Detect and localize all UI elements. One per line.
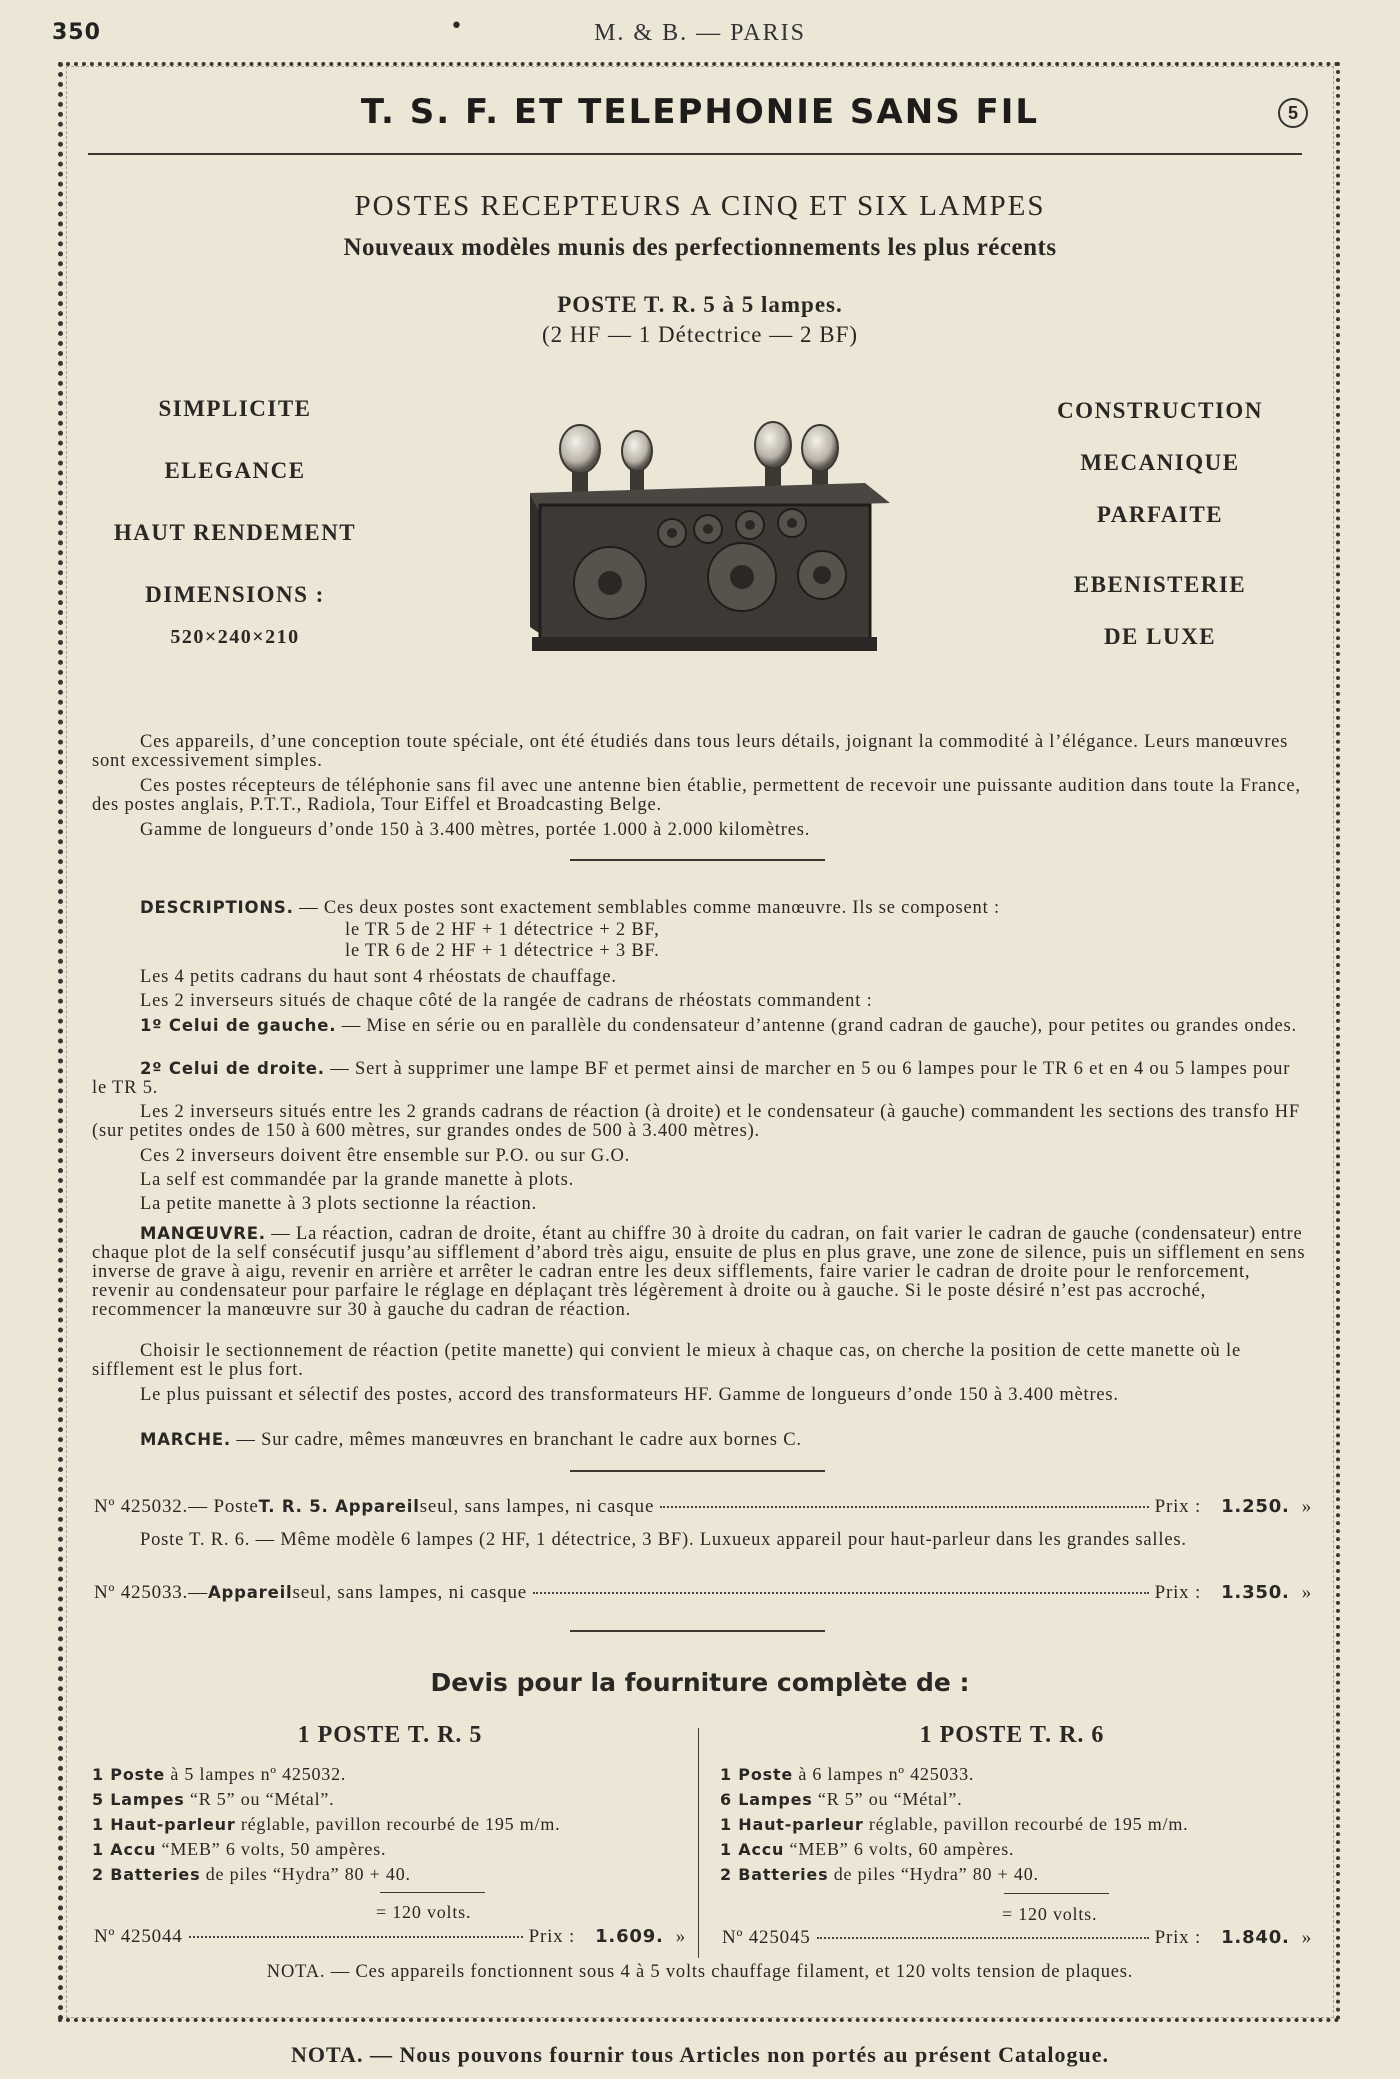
manoeuvre-p1 bbox=[92, 1224, 1310, 1320]
price-line-425033 bbox=[94, 1582, 1312, 1604]
descriptions-p3 bbox=[92, 1016, 1310, 1036]
leader-dots bbox=[660, 1506, 1148, 1508]
tr6-note: Poste T. R. 6. — Même modèle 6 lampes (2 HF, 1 détectrice, 3 BF). Luxueux appareil pour haut-parleur dans les grandes salles. bbox=[140, 1530, 1187, 1550]
feature-ebenisterie: EBENISTERIE bbox=[1073, 572, 1247, 597]
feature-simplicite: SIMPLICITE bbox=[158, 396, 312, 421]
intro-paragraph-1: Ces appareils, d’une conception toute spéciale, ont été étudiés dans tous leurs détails, joignant la commodité à l’élégance. Leurs manœuvres sont excessivement simples. bbox=[92, 732, 1289, 771]
devis-tr6-volts: = 120 volts. bbox=[1002, 1904, 1098, 1924]
devis-tr6-title: 1 POSTE T. R. 6 bbox=[919, 1722, 1105, 1748]
list-item: 2 Batteries de piles “Hydra” 80 + 40. bbox=[720, 1864, 1039, 1884]
tr5-composition: le TR 5 de 2 HF + 1 détectrice + 2 BF, bbox=[345, 920, 660, 940]
feature-parfaite: PARFAITE bbox=[1096, 502, 1224, 527]
marche-text: — Sur cadre, mêmes manœuvres en branchant le cadre aux bornes C. bbox=[230, 1430, 802, 1450]
intro-paragraph-3: Gamme de longueurs d’onde 150 à 3.400 mètres, portée 1.000 à 2.000 kilomètres. bbox=[140, 820, 811, 840]
descriptions-p4 bbox=[92, 1059, 1310, 1098]
feature-elegance: ELEGANCE bbox=[164, 458, 306, 483]
price-suffix: » bbox=[1301, 1927, 1312, 1948]
manoeuvre-p3: Le plus puissant et sélectif des postes, accord des transformateurs HF. Gamme de longueurs d’onde 150 à 3.400 mètres. bbox=[140, 1385, 1119, 1405]
descriptions-p7: La self est commandée par la grande manette à plots. bbox=[140, 1170, 575, 1190]
price-line-425032 bbox=[94, 1496, 1312, 1518]
descriptions-label: DESCRIPTIONS. bbox=[140, 898, 294, 917]
devis-tr5-list bbox=[92, 1762, 692, 1887]
list-item: 1 Accu “MEB” 6 volts, 50 ampères. bbox=[92, 1839, 387, 1859]
leader-dots bbox=[533, 1592, 1149, 1594]
manoeuvre-p2: Choisir le sectionnement de réaction (petite manette) qui convient le mieux à chaque cas, on cherche la position de cette manette où le sifflement est le plus fort. bbox=[92, 1341, 1241, 1380]
descriptions-p5: Les 2 inverseurs situés entre les 2 grands cadrans de réaction (à droite) et le condensateur (à gauche) commandent les sections des transfo HF (sur petites ondes de 150 à 600 mètres, sur grandes ondes de 500 à 3.400 mètres). bbox=[92, 1102, 1301, 1141]
product-ref: Nº 425032. bbox=[94, 1496, 189, 1517]
devis-ref: Nº 425045 bbox=[722, 1927, 811, 1948]
leader-dots bbox=[189, 1936, 523, 1938]
list-item: 5 Lampes “R 5” ou “Métal”. bbox=[92, 1789, 335, 1809]
price-suffix: » bbox=[675, 1926, 686, 1947]
descriptions-intro bbox=[92, 898, 1310, 918]
gauche-label: 1º Celui de gauche. bbox=[140, 1016, 337, 1035]
list-item: 1 Poste à 6 lampes nº 425033. bbox=[720, 1764, 975, 1784]
manoeuvre-text: — La réaction, cadran de droite, étant au chiffre 30 à droite du cadran, on fait varier le cadran de gauche (condensateur) entre chaque plot de la self consécutif jusqu’au sifflement d’abord très aigu, ensuite de plus en plus grave, une zone de silence, puis un sifflement en sens inverse de grave à aigu, revenir en arrière et arrêter le cadran entre les deux sifflements, faire varier le cadran de droite pour le renforcement, revenir au condensateur pour parfaire le réglage en déplaçant très légèrement à droite ou à gauche. Si le poste désiré n’est pas accroché, recommencer la manœuvre sur 30 à gauche du cadran de réaction. bbox=[92, 1224, 1306, 1320]
product-ref: Nº 425033. bbox=[94, 1582, 189, 1603]
feature-mecanique: MECANIQUE bbox=[1080, 450, 1240, 475]
descriptions-p1: Les 4 petits cadrans du haut sont 4 rhéostats de chauffage. bbox=[140, 967, 617, 987]
devis-tr5-title: 1 POSTE T. R. 5 bbox=[297, 1722, 483, 1748]
price-value: 1.609. bbox=[595, 1926, 664, 1947]
price-value: 1.250. bbox=[1221, 1496, 1290, 1517]
list-item: 2 Batteries de piles “Hydra” 80 + 40. bbox=[92, 1864, 411, 1884]
list-item: 1 Haut-parleur réglable, pavillon recourbé de 195 m/m. bbox=[720, 1814, 1189, 1834]
publisher-header: M. & B. — PARIS bbox=[594, 20, 806, 46]
devis-ref: Nº 425044 bbox=[94, 1926, 183, 1947]
section-number: 5 bbox=[1278, 98, 1308, 128]
price-label: Prix : bbox=[1154, 1927, 1202, 1948]
marche-paragraph bbox=[92, 1430, 1310, 1450]
page-number: 350 bbox=[52, 20, 101, 45]
page-title: T. S. F. ET TELEPHONIE SANS FIL bbox=[360, 92, 1040, 132]
droite-text: — Sert à supprimer une lampe BF et permet ainsi de marcher en 5 ou 6 lampes pour le TR 6 et en 4 ou 5 lampes pour le TR 5. bbox=[92, 1059, 1291, 1098]
title-rule bbox=[88, 153, 1302, 155]
lamp-icon bbox=[560, 422, 838, 493]
devis-tr5-volts: = 120 volts. bbox=[376, 1902, 472, 1922]
devis-tr6-price bbox=[722, 1927, 1312, 1949]
model-name: POSTE T. R. 5 à 5 lampes. bbox=[557, 292, 843, 317]
feature-construction: CONSTRUCTION bbox=[1057, 398, 1263, 423]
list-item: 6 Lampes “R 5” ou “Métal”. bbox=[720, 1789, 963, 1809]
devis-title: Devis pour la fourniture complète de : bbox=[430, 1668, 970, 1697]
section-heading: POSTES RECEPTEURS A CINQ ET SIX LAMPES bbox=[354, 190, 1046, 222]
price-label: Prix : bbox=[1154, 1496, 1202, 1517]
descriptions-p2: Les 2 inverseurs situés de chaque côté de la rangée de cadrans de rhéostats commandent : bbox=[140, 991, 873, 1011]
list-item: 1 Poste à 5 lampes nº 425032. bbox=[92, 1764, 347, 1784]
marche-label: MARCHE. bbox=[140, 1430, 231, 1449]
sum-rule bbox=[1004, 1893, 1109, 1894]
descriptions-p8: La petite manette à 3 plots sectionne la réaction. bbox=[140, 1194, 538, 1214]
header-dot: • bbox=[450, 14, 463, 39]
manoeuvre-label: MANŒUVRE. bbox=[140, 1224, 266, 1243]
sum-rule bbox=[380, 1892, 485, 1893]
feature-dimensions-value: 520×240×210 bbox=[170, 626, 300, 648]
tr6-composition: le TR 6 de 2 HF + 1 détectrice + 3 BF. bbox=[345, 941, 660, 961]
price-suffix: » bbox=[1301, 1582, 1312, 1603]
product-desc-b: T. R. 5. Appareil bbox=[258, 1497, 420, 1516]
separator-rule bbox=[570, 1470, 825, 1472]
intro-paragraph-2: Ces postes récepteurs de téléphonie sans fil avec une antenne bien établie, permettent de recevoir une puissante audition dans toute la France, des postes anglais, P.T.T., Radiola, Tour Eiffel et Broadcasting Belge. bbox=[92, 776, 1301, 815]
nota-inner: NOTA. — Ces appareils fonctionnent sous 4 à 5 volts chauffage filament, et 120 volts tension de plaques. bbox=[266, 1962, 1134, 1982]
separator-rule bbox=[570, 1630, 825, 1632]
price-suffix: » bbox=[1301, 1496, 1312, 1517]
price-label: Prix : bbox=[1154, 1582, 1202, 1603]
product-desc-a: — Poste bbox=[188, 1496, 259, 1517]
product-desc-c: seul, sans lampes, ni casque bbox=[419, 1496, 655, 1517]
product-desc-b: Appareil bbox=[207, 1583, 293, 1602]
feature-de-luxe: DE LUXE bbox=[1103, 624, 1217, 649]
list-item: 1 Haut-parleur réglable, pavillon recourbé de 195 m/m. bbox=[92, 1814, 561, 1834]
column-divider bbox=[698, 1728, 699, 1958]
feature-dimensions: DIMENSIONS : bbox=[145, 582, 325, 607]
nota-outer: NOTA. — Nous pouvons fournir tous Articles non portés au présent Catalogue. bbox=[291, 2042, 1109, 2067]
leader-dots bbox=[817, 1937, 1149, 1939]
devis-tr6-list bbox=[720, 1762, 1310, 1887]
price-value: 1.840. bbox=[1221, 1927, 1290, 1948]
model-config: (2 HF — 1 Détectrice — 2 BF) bbox=[541, 322, 859, 347]
price-value: 1.350. bbox=[1221, 1582, 1290, 1603]
droite-label: 2º Celui de droite. bbox=[140, 1059, 325, 1078]
descriptions-p6: Ces 2 inverseurs doivent être ensemble sur P.O. ou sur G.O. bbox=[140, 1146, 631, 1166]
radio-receiver-photo bbox=[510, 405, 890, 660]
descriptions-lead: — Ces deux postes sont exactement semblables comme manœuvre. Ils se composent : bbox=[293, 898, 1000, 918]
product-desc-a: — bbox=[188, 1582, 208, 1603]
product-desc-c: seul, sans lampes, ni casque bbox=[292, 1582, 528, 1603]
gauche-text: — Mise en série ou en parallèle du condensateur d’antenne (grand cadran de gauche), pour petites ou grandes ondes. bbox=[336, 1016, 1297, 1036]
section-subheading: Nouveaux modèles munis des perfectionnements les plus récents bbox=[343, 234, 1057, 261]
feature-haut-rendement: HAUT RENDEMENT bbox=[113, 520, 357, 545]
devis-tr5-price bbox=[94, 1926, 686, 1948]
separator-rule bbox=[570, 859, 825, 861]
list-item: 1 Accu “MEB” 6 volts, 60 ampères. bbox=[720, 1839, 1015, 1859]
price-label: Prix : bbox=[528, 1926, 576, 1947]
